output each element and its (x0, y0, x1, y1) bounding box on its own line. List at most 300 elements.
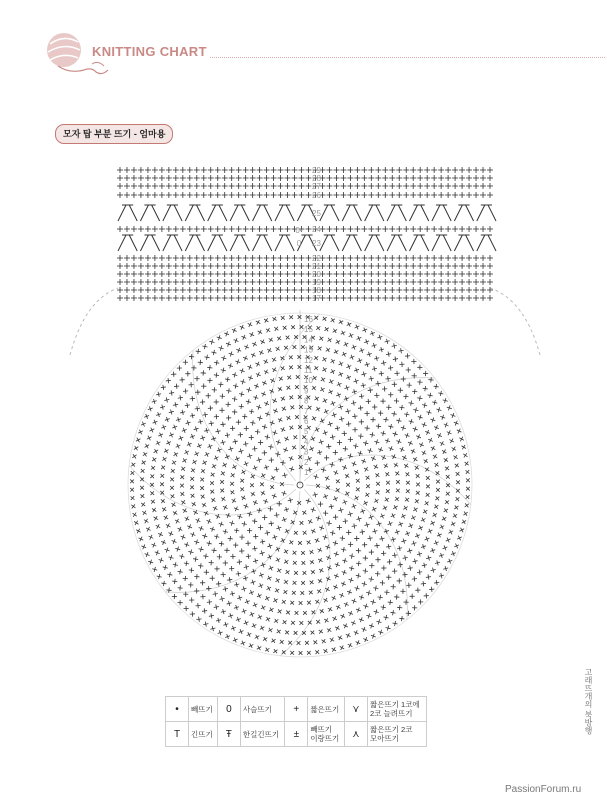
stitch-mark (124, 255, 130, 261)
section-badge: 모자 탑 부분 뜨기 - 엄마용 (55, 124, 173, 144)
stitch-mark (431, 511, 438, 518)
stitch-mark (240, 494, 247, 501)
stitch-mark (232, 409, 237, 414)
stitch-mark (202, 343, 208, 349)
stitch-mark (370, 599, 376, 605)
stitch-mark (487, 263, 493, 269)
back-loop-slip-icon: ± (285, 722, 308, 747)
stitch-mark (382, 255, 388, 261)
stitch-mark (403, 599, 408, 604)
stitch-mark (362, 568, 368, 574)
stitch-mark (118, 205, 130, 221)
stitch-mark (379, 536, 385, 542)
stitch-mark (417, 279, 423, 285)
stitch-mark (190, 611, 196, 617)
stitch-mark (386, 575, 391, 580)
stitch-mark (359, 508, 366, 515)
stitch-mark (431, 175, 437, 181)
stitch-mark (424, 593, 430, 599)
stitch-mark (400, 425, 406, 431)
stitch-mark (439, 205, 451, 221)
stitch-mark (477, 205, 489, 221)
stitch-mark (310, 528, 317, 535)
stitch-mark (369, 432, 375, 438)
stitch-mark (281, 490, 288, 497)
stitch-mark (233, 542, 238, 547)
stitch-mark (230, 554, 235, 559)
stitch-mark (368, 279, 374, 285)
stitch-mark (285, 175, 291, 181)
stitch-mark (138, 226, 144, 232)
stitch-mark (269, 457, 275, 463)
stitch-mark (322, 597, 329, 604)
stitch-mark (220, 495, 227, 502)
stitch-mark (487, 255, 493, 261)
stitch-mark (250, 420, 256, 426)
stitch-mark (326, 183, 332, 189)
stitch-mark (403, 192, 409, 198)
stitch-mark (417, 226, 423, 232)
stitch-mark (189, 433, 196, 440)
stitch-mark (173, 255, 179, 261)
stitch-mark (473, 175, 479, 181)
stitch-mark (326, 606, 333, 613)
stitch-mark (292, 183, 298, 189)
stitch-mark (452, 167, 458, 173)
stitch-mark (421, 421, 428, 428)
stitch-mark (194, 376, 199, 381)
stitch-mark (317, 557, 324, 564)
stitch-mark (245, 540, 250, 545)
stitch-mark (266, 575, 273, 582)
stitch-mark (439, 440, 446, 447)
stitch-mark (369, 549, 374, 554)
stitch-mark (376, 423, 382, 429)
stitch-mark (352, 413, 358, 419)
stitch-mark (389, 295, 395, 301)
stitch-mark (422, 508, 429, 515)
stitch-mark (218, 345, 224, 351)
stitch-mark (180, 534, 187, 541)
stitch-mark (283, 506, 289, 512)
stitch-mark (208, 255, 214, 261)
stitch-mark (438, 255, 444, 261)
stitch-mark (340, 581, 347, 588)
stitch-mark (459, 271, 465, 277)
stitch-mark (396, 192, 402, 198)
stitch-mark (444, 473, 451, 480)
stitch-mark (387, 235, 399, 251)
stitch-mark (117, 255, 123, 261)
stitch-mark (436, 532, 443, 539)
stitch-mark (375, 263, 381, 269)
stitch-mark (380, 604, 386, 610)
stitch-mark (284, 334, 291, 341)
stitch-mark (404, 488, 411, 495)
stitch-mark (292, 295, 298, 301)
stitch-mark (354, 585, 360, 591)
stitch-mark (256, 507, 262, 513)
stitch-mark (305, 498, 312, 505)
stitch-mark (297, 649, 304, 656)
stitch-mark (268, 606, 275, 613)
stitch-mark (354, 226, 360, 232)
stitch-mark (364, 491, 371, 498)
stitch-mark (225, 376, 231, 382)
stitch-mark (361, 226, 367, 232)
stitch-mark (412, 456, 419, 463)
stitch-mark (138, 263, 144, 269)
stitch-mark (438, 552, 445, 559)
stitch-mark (305, 287, 311, 293)
stitch-mark (349, 235, 361, 251)
stitch-mark (464, 468, 471, 475)
stitch-mark (229, 183, 235, 189)
stitch-mark (353, 469, 360, 476)
stitch-mark (381, 565, 386, 570)
stitch-mark (310, 415, 317, 422)
stitch-mark (231, 327, 238, 334)
stitch-mark (159, 287, 165, 293)
stitch-mark (124, 279, 130, 285)
stitch-mark (347, 610, 354, 617)
stitch-mark (131, 287, 137, 293)
stitch-mark (159, 263, 165, 269)
stitch-mark (473, 226, 479, 232)
stitch-mark (131, 453, 138, 460)
stitch-mark (124, 263, 130, 269)
stitch-mark (192, 205, 204, 221)
stitch-mark (386, 351, 392, 357)
stitch-mark (473, 263, 479, 269)
stitch-mark (403, 279, 409, 285)
stitch-mark (257, 175, 263, 181)
stitch-mark (224, 548, 229, 553)
stitch-mark (152, 566, 158, 572)
stitch-mark (407, 548, 413, 554)
stitch-mark (282, 548, 289, 555)
stitch-mark (243, 226, 249, 232)
stitch-mark (187, 192, 193, 198)
stitch-mark (167, 572, 173, 578)
stitch-mark (285, 255, 291, 261)
stitch-mark (258, 525, 263, 530)
stitch-mark (264, 175, 270, 181)
stitch-mark (208, 287, 214, 293)
stitch-mark (219, 487, 226, 494)
stitch-mark (131, 279, 137, 285)
stitch-mark (434, 486, 441, 493)
stitch-mark (410, 448, 417, 455)
stitch-mark (177, 569, 183, 575)
stitch-mark (141, 451, 148, 458)
stitch-mark (160, 424, 167, 431)
stitch-mark (354, 536, 359, 541)
stitch-mark (117, 175, 123, 181)
stitch-mark (159, 464, 166, 471)
stitch-mark (364, 361, 370, 367)
stitch-mark (208, 235, 220, 251)
stitch-mark (141, 509, 148, 516)
stitch-mark (309, 629, 316, 636)
stitch-mark (417, 167, 423, 173)
stitch-mark (238, 448, 244, 454)
stitch-mark (185, 420, 191, 426)
stitch-mark (366, 399, 372, 405)
stitch-mark (139, 467, 146, 474)
stitch-mark (375, 279, 381, 285)
stitch-mark (480, 271, 486, 277)
stitch-mark (353, 629, 360, 636)
stitch-mark (337, 525, 342, 530)
stitch-mark (326, 263, 332, 269)
stitch-mark (408, 400, 414, 406)
stitch-mark (473, 271, 479, 277)
stitch-mark (194, 167, 200, 173)
row-number: 26 (312, 191, 321, 200)
stitch-mark (206, 540, 212, 546)
stitch-mark (200, 580, 205, 585)
stitch-mark (292, 192, 298, 198)
stitch-mark (424, 255, 430, 261)
stitch-mark (257, 582, 264, 589)
stitch-mark (152, 419, 159, 426)
stitch-mark (211, 349, 217, 355)
stitch-mark (411, 359, 416, 364)
stitch-mark (180, 175, 186, 181)
stitch-mark (462, 452, 469, 459)
stitch-mark (445, 537, 452, 544)
stitch-mark (152, 515, 159, 522)
stitch-mark (174, 546, 181, 553)
stitch-mark (166, 287, 172, 293)
stitch-mark (209, 526, 216, 533)
stitch-mark (445, 263, 451, 269)
stitch-mark (166, 295, 172, 301)
stitch-mark (149, 473, 156, 480)
stitch-mark (327, 205, 339, 221)
stitch-mark (189, 567, 195, 573)
stitch-mark (364, 425, 370, 431)
stitch-mark (380, 580, 386, 586)
stitch-mark (208, 405, 214, 411)
stitch-mark (149, 464, 156, 471)
stitch-mark (243, 263, 249, 269)
stitch-mark (361, 626, 368, 633)
stitch-mark (129, 494, 136, 501)
stitch-mark (197, 360, 203, 366)
stitch-mark (181, 427, 188, 434)
stitch-mark (354, 486, 361, 493)
stitch-mark (257, 167, 263, 173)
stitch-mark (358, 433, 364, 439)
stitch-mark (259, 539, 265, 545)
stitch-mark (438, 573, 444, 579)
stitch-mark (452, 226, 458, 232)
stitch-mark (277, 375, 284, 382)
stitch-mark (452, 255, 458, 261)
stitch-mark (278, 226, 284, 232)
stitch-mark (463, 460, 470, 467)
stitch-mark (426, 409, 432, 415)
stitch-mark (388, 365, 394, 371)
stitch-mark (436, 432, 443, 439)
stitch-mark (286, 639, 293, 646)
stitch-mark (312, 639, 319, 646)
row-number: 9 (304, 386, 309, 396)
stitch-mark (278, 167, 284, 173)
stitch-mark (277, 416, 284, 423)
stitch-mark (342, 622, 349, 629)
stitch-mark (355, 607, 362, 614)
stitch-mark (139, 492, 146, 499)
stitch-mark (381, 504, 388, 511)
stitch-mark (194, 263, 200, 269)
stitch-mark (454, 205, 466, 221)
stitch-mark (249, 490, 256, 497)
stitch-mark (293, 609, 300, 616)
stitch-mark (217, 554, 222, 559)
stitch-mark (375, 295, 381, 301)
stitch-mark (363, 603, 369, 609)
stitch-mark (269, 420, 276, 427)
stitch-mark (168, 431, 175, 438)
stitch-mark (222, 271, 228, 277)
stitch-mark (172, 562, 178, 568)
stitch-mark (150, 542, 157, 549)
stitch-mark (236, 192, 242, 198)
stitch-mark (243, 167, 249, 173)
stitch-mark (236, 263, 242, 269)
stitch-mark (394, 398, 400, 404)
stitch-mark (299, 549, 306, 556)
stitch-mark (417, 205, 429, 221)
stitch-mark (363, 466, 370, 473)
stitch-mark (218, 382, 224, 388)
stitch-mark (299, 287, 305, 293)
row-number: 8 (304, 396, 309, 406)
stitch-mark (193, 426, 199, 432)
stitch-mark (220, 439, 226, 445)
stitch-mark (289, 404, 296, 411)
stitch-mark (415, 433, 422, 440)
stitch-mark (438, 183, 444, 189)
stitch-mark (285, 287, 291, 293)
stitch-mark (222, 295, 228, 301)
stitch-mark (285, 414, 292, 421)
stitch-mark (382, 271, 388, 277)
stitch-mark (159, 271, 165, 277)
stitch-mark (166, 192, 172, 198)
stitch-mark (187, 295, 193, 301)
stitch-mark (270, 637, 277, 644)
stitch-mark (223, 560, 228, 565)
stitch-mark (431, 453, 438, 460)
stitch-mark (388, 424, 394, 430)
stitch-mark (198, 525, 205, 532)
stitch-mark (351, 598, 358, 605)
stitch-mark (445, 192, 451, 198)
stitch-mark (245, 631, 252, 638)
stitch-mark (200, 399, 206, 405)
stitch-mark (125, 205, 137, 221)
stitch-mark (341, 547, 347, 553)
stitch-mark (392, 620, 398, 626)
stitch-mark (235, 616, 242, 623)
stitch-mark (272, 648, 279, 655)
stitch-mark (118, 235, 130, 251)
legend-label: 긴뜨기 (189, 722, 218, 747)
stitch-mark (420, 581, 426, 587)
stitch-mark (242, 414, 248, 420)
stitch-mark (117, 226, 123, 232)
stitch-mark (348, 577, 354, 583)
stitch-mark (341, 351, 348, 358)
stitch-mark (452, 192, 458, 198)
stitch-mark (159, 226, 165, 232)
stitch-mark (174, 383, 180, 389)
stitch-mark (345, 632, 352, 639)
chain-mark: 0• (295, 226, 303, 235)
stitch-mark (361, 327, 368, 334)
stitch-mark (375, 271, 381, 277)
stitch-mark (299, 589, 306, 596)
stitch-mark (389, 271, 395, 277)
stitch-mark (222, 255, 228, 261)
stitch-mark (169, 467, 176, 474)
stitch-mark (429, 445, 436, 452)
stitch-mark (241, 608, 248, 615)
stitch-mark (382, 287, 388, 293)
stitch-mark (368, 287, 374, 293)
stitch-mark (117, 192, 123, 198)
stitch-mark (375, 175, 381, 181)
stitch-mark (334, 561, 341, 568)
stitch-mark (209, 471, 216, 478)
stitch-mark (368, 192, 374, 198)
stitch-mark (212, 505, 219, 512)
stitch-mark (173, 263, 179, 269)
stitch-mark (151, 456, 158, 463)
stitch-mark (189, 492, 196, 499)
stitch-mark (299, 579, 306, 586)
stitch-mark (271, 192, 277, 198)
stitch-mark (236, 279, 242, 285)
stitch-mark (173, 279, 179, 285)
row-number: 15 (304, 325, 313, 335)
stitch-mark (229, 520, 235, 526)
stitch-mark (305, 167, 311, 173)
stitch-mark (185, 205, 197, 221)
stitch-mark (260, 205, 272, 221)
stitch-mark (332, 584, 339, 591)
stitch-mark (215, 279, 221, 285)
stitch-mark (407, 565, 413, 571)
stitch-mark (180, 271, 186, 277)
stitch-mark (338, 644, 345, 651)
stitch-mark (464, 477, 471, 484)
stitch-mark (257, 183, 263, 189)
stitch-mark (288, 466, 295, 473)
stitch-mark (283, 558, 290, 565)
stitch-mark (250, 167, 256, 173)
stitch-mark (159, 167, 165, 173)
stitch-mark (279, 365, 286, 372)
stitch-mark (271, 493, 278, 500)
stitch-mark (180, 499, 187, 506)
stitch-mark (313, 354, 320, 361)
stitch-mark (354, 175, 360, 181)
